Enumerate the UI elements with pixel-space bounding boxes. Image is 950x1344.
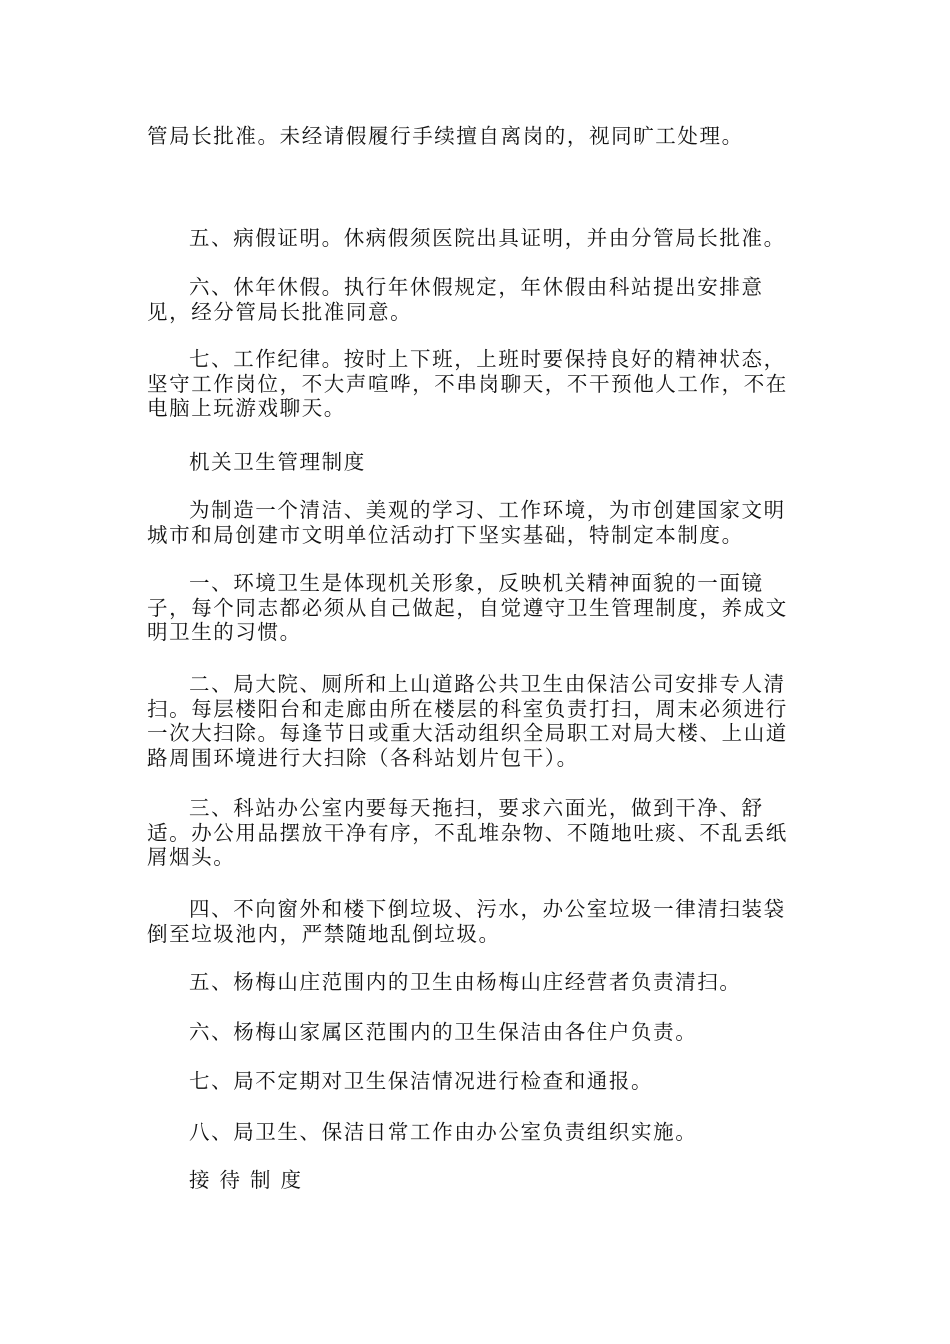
paragraph-hygiene-item-5: 五、杨梅山庄范围内的卫生由杨梅山庄经营者负责清扫。 (189, 970, 742, 994)
paragraph-work-discipline: 七、工作纪律。按时上下班，上班时要保持良好的精神状态，坚守工作岗位，不大声喧哗，不串岗聊天，不干预他人工作，不在电脑上玩游戏聊天。 (147, 347, 788, 420)
paragraph-sick-leave: 五、病假证明。休病假须医院出具证明，并由分管局长批准。 (189, 226, 786, 250)
paragraph-hygiene-item-7: 七、局不定期对卫生保洁情况进行检查和通报。 (189, 1069, 654, 1093)
paragraph-hygiene-item-2: 二、局大院、厕所和上山道路公共卫生由保洁公司安排专人清扫。每层楼阳台和走廊由所在楼层的科室负责打扫，周末必须进行一次大扫除。每逢节日或重大活动组织全局职工对局大楼、上山道路周围环境进行大扫除（各科站划片包干）。 (147, 672, 788, 770)
section-heading-reception-rules: 接待制度 (189, 1168, 311, 1192)
paragraph-hygiene-item-6: 六、杨梅山家属区范围内的卫生保洁由各住户负责。 (189, 1020, 698, 1044)
paragraph-hygiene-intro: 为制造一个清洁、美观的学习、工作环境，为市创建国家文明城市和局创建市文明单位活动打下坚实基础，特制定本制度。 (147, 498, 786, 547)
paragraph-leave-approval-continued: 管局长批准。未经请假履行手续擅自离岗的，视同旷工处理。 (147, 124, 744, 148)
paragraph-hygiene-item-3: 三、科站办公室内要每天拖扫，要求六面光，做到干净、舒适。办公用品摆放干净有序，不乱堆杂物、不随地吐痰、不乱丢纸屑烟头。 (147, 796, 788, 869)
paragraph-hygiene-item-8: 八、局卫生、保洁日常工作由办公室负责组织实施。 (189, 1120, 698, 1144)
section-heading-hygiene-rules: 机关卫生管理制度 (189, 450, 366, 474)
paragraph-hygiene-item-4: 四、不向窗外和楼下倒垃圾、污水，办公室垃圾一律清扫装袋倒至垃圾池内，严禁随地乱倒垃圾。 (147, 897, 786, 946)
paragraph-annual-leave: 六、休年休假。执行年休假规定，年休假由科站提出安排意见，经分管局长批准同意。 (147, 275, 764, 324)
paragraph-hygiene-item-1: 一、环境卫生是体现机关形象，反映机关精神面貌的一面镜子，每个同志都必须从自己做起，自觉遵守卫生管理制度，养成文明卫生的习惯。 (147, 571, 788, 644)
